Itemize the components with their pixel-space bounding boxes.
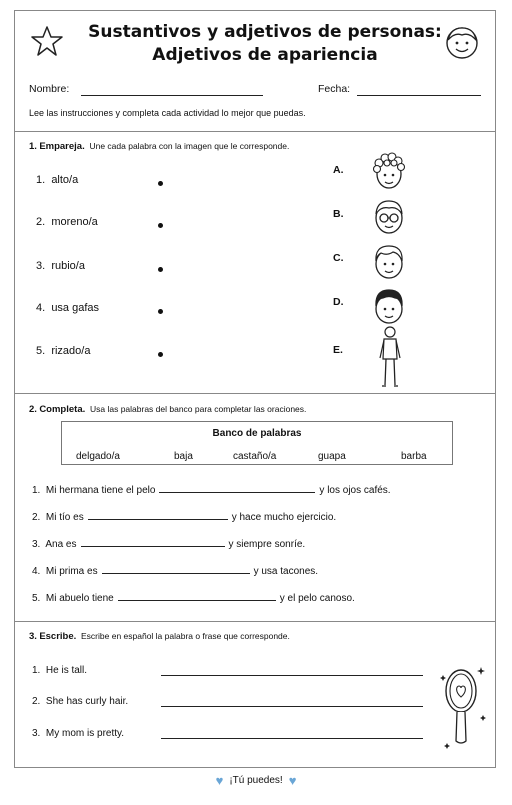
curly-hair-face-icon[interactable]	[367, 149, 411, 193]
translate-item-2: 2. She has curly hair.	[32, 696, 129, 707]
general-instructions: Lee las instrucciones y completa cada actividad lo mejor que puedas.	[29, 108, 306, 118]
option-letter-a: A.	[333, 164, 344, 176]
sentence-4: 4. Mi prima es y usa tacones.	[32, 566, 319, 577]
name-field[interactable]	[81, 95, 263, 96]
section-1-title: 1. Empareja. Une cada palabra con la imagen que le corresponde.	[29, 141, 290, 152]
divider	[15, 393, 495, 394]
page-title-line-2: Adjetivos de apariencia	[152, 45, 378, 65]
match-item-2: 2. moreno/a	[36, 216, 98, 228]
answer-line[interactable]	[161, 738, 423, 739]
option-letter-c: C.	[333, 252, 344, 264]
worksheet	[14, 10, 496, 768]
date-field[interactable]	[357, 95, 481, 96]
heart-icon: ♥	[215, 773, 224, 788]
divider	[15, 621, 495, 622]
translate-item-3: 3. My mom is pretty.	[32, 728, 125, 739]
answer-line[interactable]	[161, 706, 423, 707]
match-dot-2[interactable]	[158, 223, 163, 228]
footer-text: ¡Tú puedes!	[229, 775, 283, 787]
heart-icon: ♥	[288, 773, 297, 788]
option-letter-b: B.	[333, 208, 344, 220]
glasses-face-icon[interactable]	[367, 194, 411, 238]
match-dot-4[interactable]	[158, 309, 163, 314]
section-3-title: 3. Escribe. Escribe en español la palabra o frase que corresponde.	[29, 631, 290, 642]
answer-line[interactable]	[161, 675, 423, 676]
word-bank-word: guapa	[318, 451, 346, 462]
answer-blank[interactable]	[81, 537, 225, 547]
word-bank-word: delgado/a	[76, 451, 120, 462]
match-dot-3[interactable]	[158, 267, 163, 272]
smiling-face-icon	[443, 23, 481, 61]
option-letter-e: E.	[333, 344, 343, 356]
divider	[15, 131, 495, 132]
match-dot-5[interactable]	[158, 352, 163, 357]
answer-blank[interactable]	[102, 564, 250, 574]
match-item-5: 5. rizado/a	[36, 345, 91, 357]
option-letter-d: D.	[333, 296, 344, 308]
word-bank-word: castaño/a	[233, 451, 277, 462]
match-item-3: 3. rubio/a	[36, 260, 85, 272]
answer-blank[interactable]	[118, 591, 276, 601]
page-title-line-1: Sustantivos y adjetivos de personas:	[88, 22, 442, 42]
translate-item-1: 1. He is tall.	[32, 665, 88, 676]
footer	[0, 773, 512, 788]
tall-person-icon[interactable]	[373, 325, 407, 389]
answer-blank[interactable]	[159, 483, 315, 493]
section-2-title: 2. Completa. Usa las palabras del banco para completar las oraciones.	[29, 404, 307, 415]
light-hair-face-icon[interactable]	[367, 239, 411, 283]
date-label: Fecha:	[318, 83, 351, 95]
word-bank	[61, 421, 453, 465]
match-item-1: 1. alto/a	[36, 174, 79, 186]
sentence-1: 1. Mi hermana tiene el pelo y los ojos cafés.	[32, 485, 391, 496]
word-bank-title: Banco de palabras	[212, 428, 302, 439]
hand-mirror-icon	[437, 657, 491, 753]
match-item-4: 4. usa gafas	[36, 302, 100, 314]
name-label: Nombre:	[29, 83, 70, 95]
sentence-2: 2. Mi tío es y hace mucho ejercicio.	[32, 512, 337, 523]
star-icon	[31, 25, 63, 57]
sentence-5: 5. Mi abuelo tiene y el pelo canoso.	[32, 593, 355, 604]
match-dot-1[interactable]	[158, 181, 163, 186]
answer-blank[interactable]	[88, 510, 228, 520]
word-bank-word: barba	[401, 451, 427, 462]
word-bank-word: baja	[174, 451, 193, 462]
dark-hair-face-icon[interactable]	[367, 284, 411, 328]
sentence-3: 3. Ana es y siempre sonríe.	[32, 539, 306, 550]
